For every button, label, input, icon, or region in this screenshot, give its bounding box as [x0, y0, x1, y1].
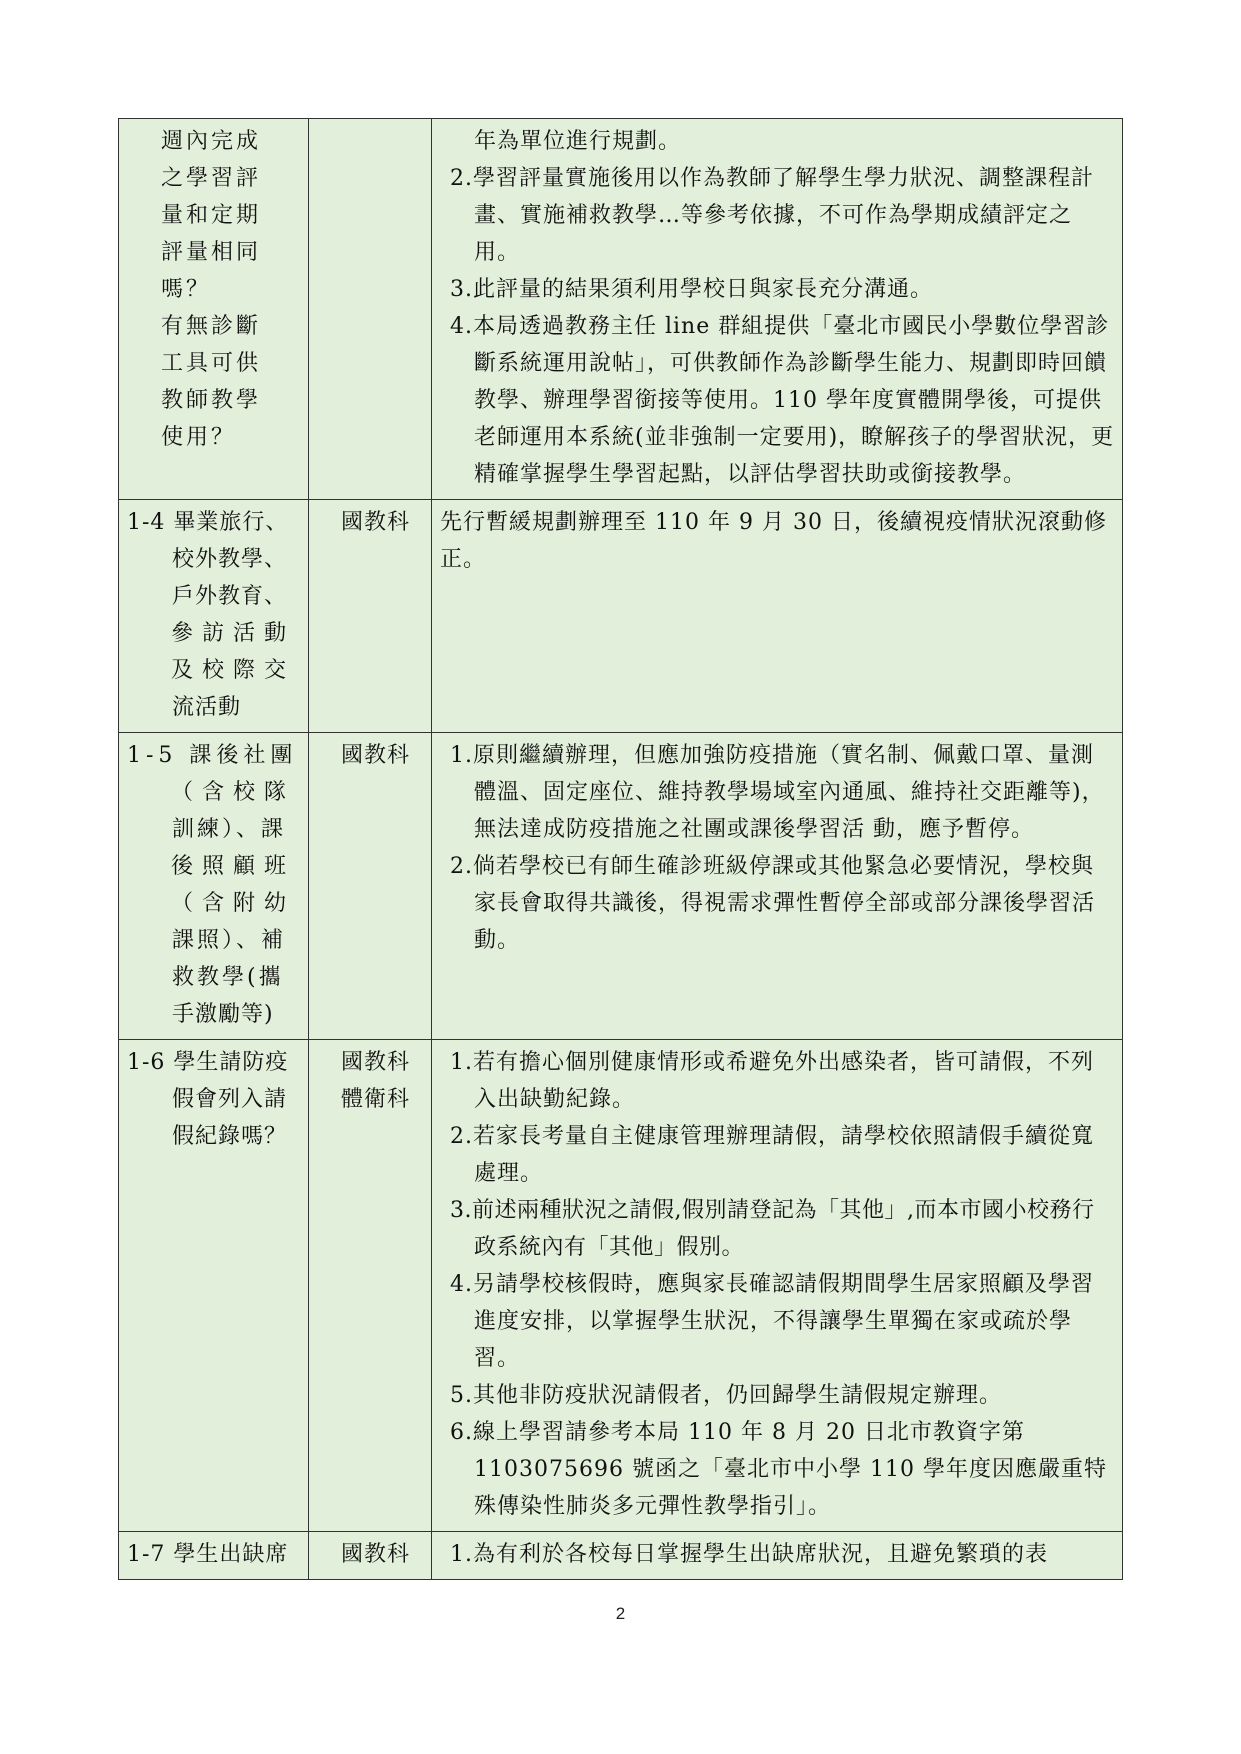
- item-line: 使用？: [161, 425, 237, 450]
- unit-name: 國教科: [341, 510, 411, 535]
- table-row: [119, 1532, 1123, 1580]
- item-line: 流活動: [172, 695, 242, 720]
- item-line: 手激勵等): [172, 1002, 274, 1027]
- description-paragraph: 1.原則繼續辦理，但應加強防疫措施（實名制、佩戴口罩、量測體溫、固定座位、維持教學場域室內通風、維持社交距離等)，無法達成防疫措施之社團或課後學習活 動，應予暫停。: [450, 743, 1105, 842]
- description-paragraph: 4.另請學校核假時，應與家長確認請假期間學生居家照顧及學習進度安排，以掌握學生狀況，不得讓學生單獨在家或疏於學習。: [450, 1272, 1094, 1371]
- table-row: [119, 733, 1123, 1040]
- description-cell: [432, 119, 1123, 500]
- description-paragraph: 4.本局透過教務主任 line 群組提供「臺北市國民小學數位學習診斷系統運用說帖」，可供教師作為診斷學生能力、規劃即時回饋教學、辦理學習銜接等使用。110 學年度實體開學後，可提供老師運用本系統(並非強制一定要用)，瞭解孩子的學習狀況，更精確掌握學生學習起點，以評估學習扶助或銜接教學。: [450, 314, 1115, 487]
- item-cell: [119, 1532, 309, 1580]
- description-paragraph: 年為單位進行規劃。: [474, 129, 682, 154]
- description-paragraph: 2.學習評量實施後用以作為教師了解學生學力狀況、調整課程計畫、實施補救教學…等參考依據，不可作為學期成績評定之用。: [450, 166, 1094, 265]
- item-line: （含附幼: [171, 891, 296, 916]
- item-cell: [119, 500, 309, 733]
- unit-name: 國教科: [341, 1542, 411, 1567]
- unit-cell: [309, 1040, 432, 1532]
- description-paragraph: 先行暫緩規劃辦理至 110 年 9 月 30 日，後續視疫情狀況滾動修正。: [440, 510, 1107, 572]
- item-line: 1-6 學生請防疫: [127, 1050, 289, 1075]
- description-paragraph: 1.若有擔心個別健康情形或希避免外出感染者，皆可請假，不列入出缺勤紀錄。: [450, 1050, 1094, 1112]
- description-paragraph: 2.倘若學校已有師生確診班級停課或其他緊急必要情況，學校與家長會取得共識後，得視需求彈性暫停全部或部分課後學習活動。: [450, 854, 1096, 953]
- item-line: 之學習評: [161, 166, 262, 191]
- description-paragraph: 1.為有利於各校每日掌握學生出缺席狀況，且避免繁瑣的表: [450, 1542, 1048, 1567]
- unit-cell: [309, 733, 432, 1040]
- unit-name: 國教科: [341, 743, 411, 768]
- item-line: 有無診斷: [161, 314, 262, 339]
- description-cell: [432, 1532, 1123, 1580]
- item-line: 1-5 課後社團: [127, 743, 298, 768]
- item-line: 假紀錄嗎？: [172, 1124, 288, 1149]
- unit-cell: [309, 1532, 432, 1580]
- unit-cell: [309, 119, 432, 500]
- description-cell: [432, 733, 1123, 1040]
- item-line: 週內完成: [161, 129, 262, 154]
- table-row: [119, 119, 1123, 500]
- item-line: 參訪活動: [171, 621, 296, 646]
- item-cell: [119, 119, 309, 500]
- unit-name: 體衛科: [341, 1087, 411, 1112]
- item-line: 評量相同: [161, 240, 262, 265]
- item-line: 教師教學: [161, 388, 262, 413]
- item-line: 量和定期: [161, 203, 262, 228]
- item-line: （含校隊: [171, 780, 296, 805]
- item-line: 後照顧班: [171, 854, 296, 879]
- item-line: 1-7 學生出缺席: [127, 1542, 289, 1567]
- item-line: 及校際交: [171, 658, 296, 683]
- item-line: 嗎？: [161, 277, 212, 302]
- table-row: [119, 500, 1123, 733]
- unit-cell: [309, 500, 432, 733]
- description-paragraph: 3.此評量的結果須利用學校日與家長充分溝通。: [450, 277, 933, 302]
- table-row: [119, 1040, 1123, 1532]
- item-line: 訓練）、課: [172, 817, 287, 842]
- item-line: 工具可供: [161, 351, 262, 376]
- item-line: 救教學(攜: [172, 965, 284, 990]
- policy-table: [118, 118, 1123, 1580]
- unit-name: 國教科: [341, 1050, 411, 1075]
- item-cell: [119, 733, 309, 1040]
- item-line: 假會列入請: [172, 1087, 288, 1112]
- description-paragraph: 6.線上學習請參考本局 110 年 8 月 20 日北市教資字第1103075696 號函之「臺北市中小學 110 學年度因應嚴重特殊傳染性肺炎多元彈性教學指引」。: [450, 1420, 1107, 1519]
- item-line: 戶外教育、: [172, 584, 288, 609]
- description-paragraph: 5.其他非防疫狀況請假者，仍回歸學生請假規定辦理。: [450, 1383, 1002, 1408]
- description-cell: [432, 500, 1123, 733]
- description-paragraph: 2.若家長考量自主健康管理辦理請假，請學校依照請假手續從寬處理。: [450, 1124, 1094, 1186]
- page-number: 2: [615, 1604, 626, 1623]
- item-line: 校外教學、: [172, 547, 288, 572]
- item-line: 1-4 畢業旅行、: [127, 510, 289, 535]
- description-cell: [432, 1040, 1123, 1532]
- item-cell: [119, 1040, 309, 1532]
- item-line: 課照）、補: [172, 928, 287, 953]
- description-paragraph: 3.前述兩種狀況之請假,假別請登記為「其他」,而本市國小校務行政系統內有「其他」假別。: [450, 1198, 1095, 1260]
